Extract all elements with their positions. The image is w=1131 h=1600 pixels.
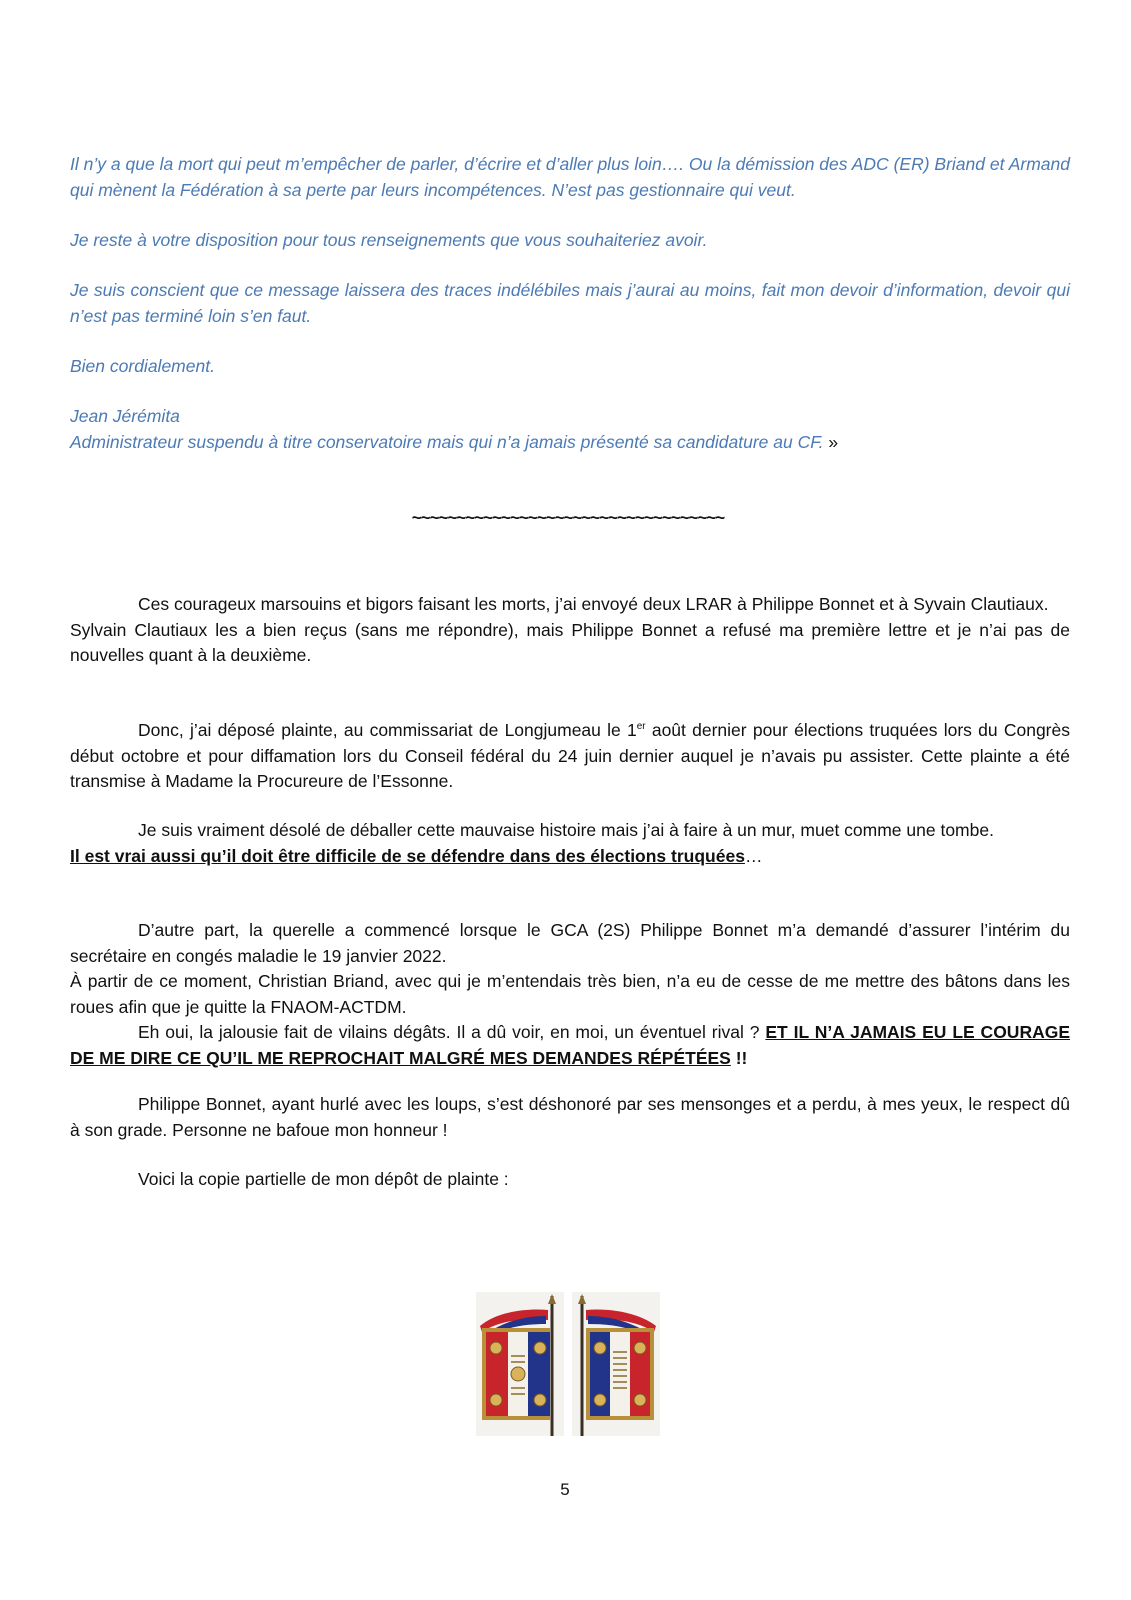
flag-back-image: [572, 1292, 660, 1436]
body-text: Sylvain Clautiaux les a bien reçus (sans me répondre), mais Philippe Bonnet a refusé ma première lettre et je n’ai pas de nouvelles quant à la deuxième.: [70, 619, 1070, 665]
body-paragraph-2: [70, 718, 1070, 795]
body-paragraph-3: [70, 818, 1070, 869]
emphasis-line: [70, 844, 1070, 870]
ellipsis: …: [744, 845, 763, 866]
body-text: Je suis vraiment désolé de déballer cette mauvaise histoire mais j’ai à faire à un mur, muet comme une tombe.: [138, 820, 994, 840]
body-text: D’autre part, la querelle a commencé lorsque le GCA (2S) Philippe Bonnet m’a demandé d’assurer l’intérim du secrétaire en congés maladie le 19 janvier 2022.: [70, 920, 1070, 966]
closing-quote: »: [823, 431, 839, 452]
body-paragraph-4: [70, 918, 1070, 1071]
body-text-mixed: [70, 1020, 1070, 1071]
letter-paragraph-3: Je suis conscient que ce message laissera des traces indélébiles mais j’aurai au moins, fait mon devoir d’information, devoir qui n’est pas terminé loin s’en faut.: [70, 280, 1070, 326]
flag-photos: [476, 1292, 666, 1436]
signature-name: Jean Jérémita: [70, 406, 180, 426]
signature-title: Administrateur suspendu à titre conservatoire mais qui n’a jamais présenté sa candidature au CF.: [70, 431, 824, 452]
body-paragraph-6: Voici la copie partielle de mon dépôt de plainte :: [138, 1169, 509, 1189]
letter-paragraph-1: Il n’y a que la mort qui peut m’empêcher de parler, d’écrire et d’aller plus loin…. Ou la démission des ADC (ER) Briand et Armand qui mènent la Fédération à sa perte par leurs incompétences. N’est pas gestionnaire qui veut.: [70, 154, 1070, 200]
bold-underlined-text: ET IL N’A JAMAIS EU LE COURAGE DE ME DIRE CE QU’IL ME REPROCHAIT MALGRÉ MES DEMANDES RÉPÉTÉES: [70, 1022, 1071, 1068]
signature-title-line: [70, 430, 1070, 456]
exclamations: !!: [730, 1047, 748, 1068]
superscript: er: [636, 721, 646, 733]
letter-signature: [70, 404, 1070, 455]
letter-closing: Bien cordialement.: [70, 356, 215, 376]
body-text: À partir de ce moment, Christian Briand, avec qui je m’entendais très bien, n’a eu de cesse de me mettre des bâtons dans les roues afin que je quitte la FNAOM-ACTDM.: [70, 971, 1070, 1017]
body-text: Ces courageux marsouins et bigors faisant les morts, j’ai envoyé deux LRAR à Philippe Bonnet et à Syvain Clautiaux.: [138, 594, 1049, 614]
letter-paragraph-2: Je reste à votre disposition pour tous renseignements que vous souhaiteriez avoir.: [70, 230, 708, 250]
flag-photo-back: [572, 1292, 660, 1436]
separator-line: ~~~~~~~~~~~~~~~~~~~~~~~~~~~~~~~~~~~: [411, 508, 725, 527]
body-text: août dernier pour élections truquées lors du Congrès début octobre et pour diffamation lors du Conseil fédéral du 24 juin dernier auquel je n’avais pu assister. Cette plainte a été transmise à Madame la Procureure de l’Essonne.: [70, 720, 1070, 791]
page-number: 5: [560, 1480, 570, 1499]
flag-photo-front: [476, 1292, 564, 1436]
body-text: Donc, j’ai déposé plainte, au commissariat de Longjumeau le 1: [138, 720, 637, 740]
body-paragraph-5: Philippe Bonnet, ayant hurlé avec les loups, s’est déshonoré par ses mensonges et a perdu, à mes yeux, le respect dû à son grade. Personne ne bafoue mon honneur !: [70, 1094, 1070, 1140]
body-paragraph-1: [70, 592, 1070, 669]
body-text: Eh oui, la jalousie fait de vilains dégâts. Il a dû voir, en moi, un éventuel rival ?: [138, 1022, 766, 1042]
bold-underlined-text: Il est vrai aussi qu’il doit être difficile de se défendre dans des élections truquées: [70, 845, 745, 866]
flag-front-image: [476, 1292, 564, 1436]
